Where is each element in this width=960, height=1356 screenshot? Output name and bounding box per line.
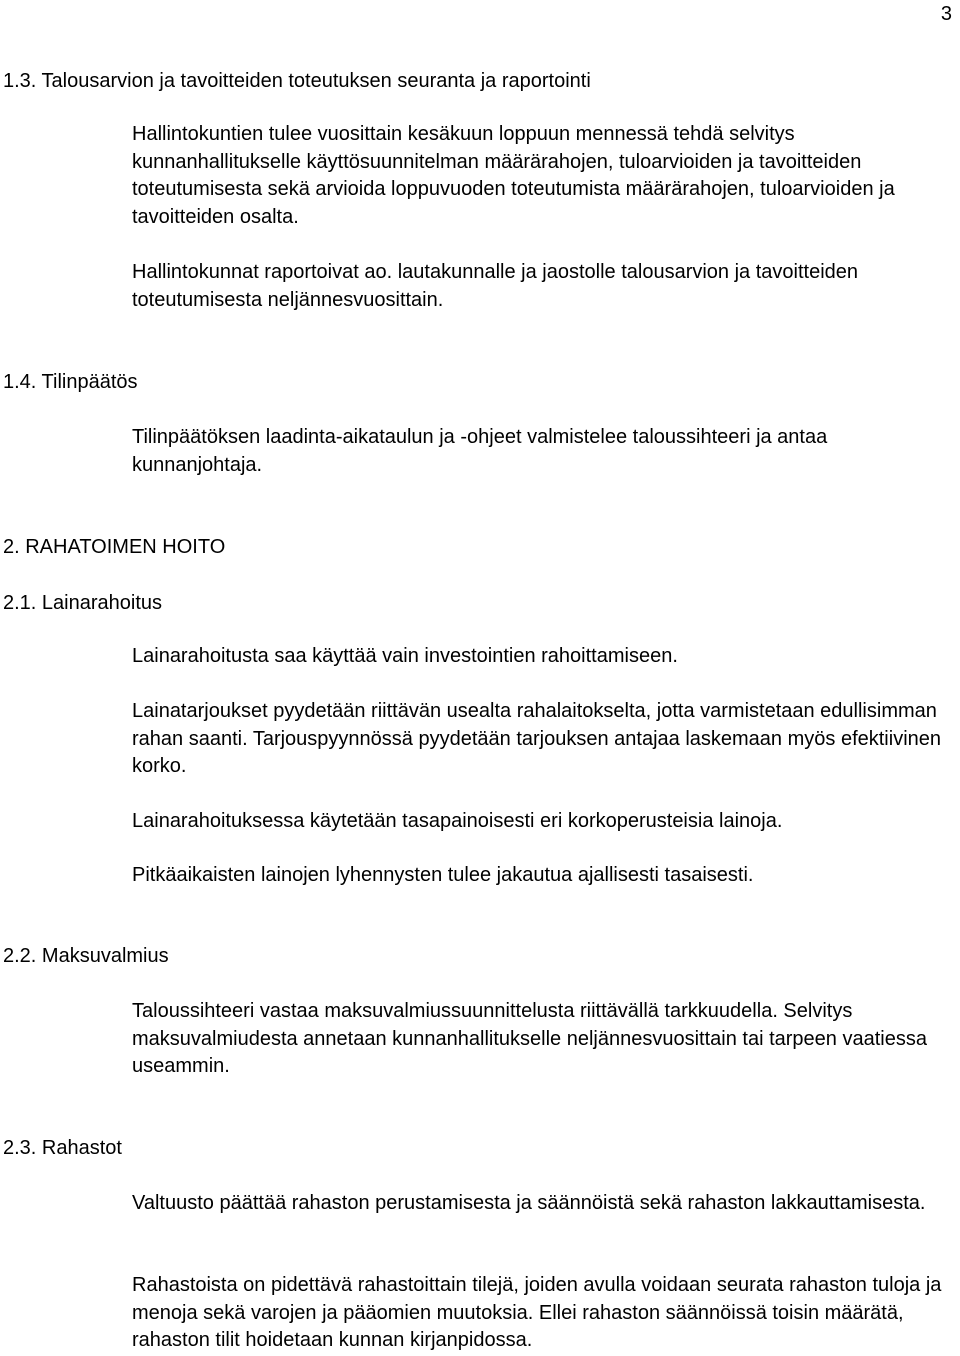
section-heading-2-1: 2.1. Lainarahoitus (3, 592, 163, 614)
paragraph: Valtuusto päättää rahaston perustamisesta ja säännöistä sekä rahaston lakkauttamisesta. (132, 1192, 926, 1214)
section-heading-2-2: 2.2. Maksuvalmius (3, 945, 169, 967)
paragraph: Pitkäaikaisten lainojen lyhennysten tulee jakautua ajallisesti tasaisesti. (132, 864, 754, 886)
paragraph: Lainatarjoukset pyydetään riittävän usealta rahalaitokselta, jotta varmistetaan edullisimman rahan saanti. Tarjouspyynnössä pyydetään tarjouksen antajaa laskemaan myös efektiivinen korko. (132, 700, 942, 777)
paragraph: Taloussihteeri vastaa maksuvalmiussuunnittelusta riittävällä tarkkuudella. Selvitys maksuvalmiudesta annetaan kunnanhallitukselle neljännesvuosittain tai tarpeen vaatiessa useammin. (132, 1000, 927, 1077)
section-heading-1-3: 1.3. Talousarvion ja tavoitteiden toteutuksen seuranta ja raportointi (3, 70, 591, 92)
paragraph: Lainarahoituksessa käytetään tasapainoisesti eri korkoperusteisia lainoja. (132, 810, 783, 832)
chapter-heading-2: 2. RAHATOIMEN HOITO (3, 536, 226, 558)
section-heading-1-4: 1.4. Tilinpäätös (3, 371, 138, 393)
page-number: 3 (940, 3, 952, 25)
section-heading-2-3: 2.3. Rahastot (3, 1137, 122, 1159)
paragraph: Hallintokunnat raportoivat ao. lautakunnalle ja jaostolle talousarvion ja tavoitteiden toteutumisesta neljännesvuosittain. (132, 261, 859, 311)
paragraph: Hallintokuntien tulee vuosittain kesäkuun loppuun mennessä tehdä selvitys kunnanhallitukselle käyttösuunnitelman määrärahojen, tuloarvioiden ja tavoitteiden toteutumisesta sekä arvioida loppuvuoden toteutumista määrärahojen, tuloarvioiden ja tavoitteiden osalta. (132, 123, 895, 228)
paragraph: Lainarahoitusta saa käyttää vain investointien rahoittamiseen. (132, 645, 678, 667)
paragraph: Tilinpäätöksen laadinta-aikataulun ja -ohjeet valmistelee taloussihteeri ja antaa kunnanjohtaja. (132, 426, 828, 476)
paragraph: Rahastoista on pidettävä rahastoittain tilejä, joiden avulla voidaan seurata rahaston tuloja ja menoja sekä varojen ja pääomien muutoksia. Ellei rahaston säännöissä toisin määrätä, rahaston tilit hoidetaan kunnan kirjanpidossa. (132, 1274, 942, 1351)
